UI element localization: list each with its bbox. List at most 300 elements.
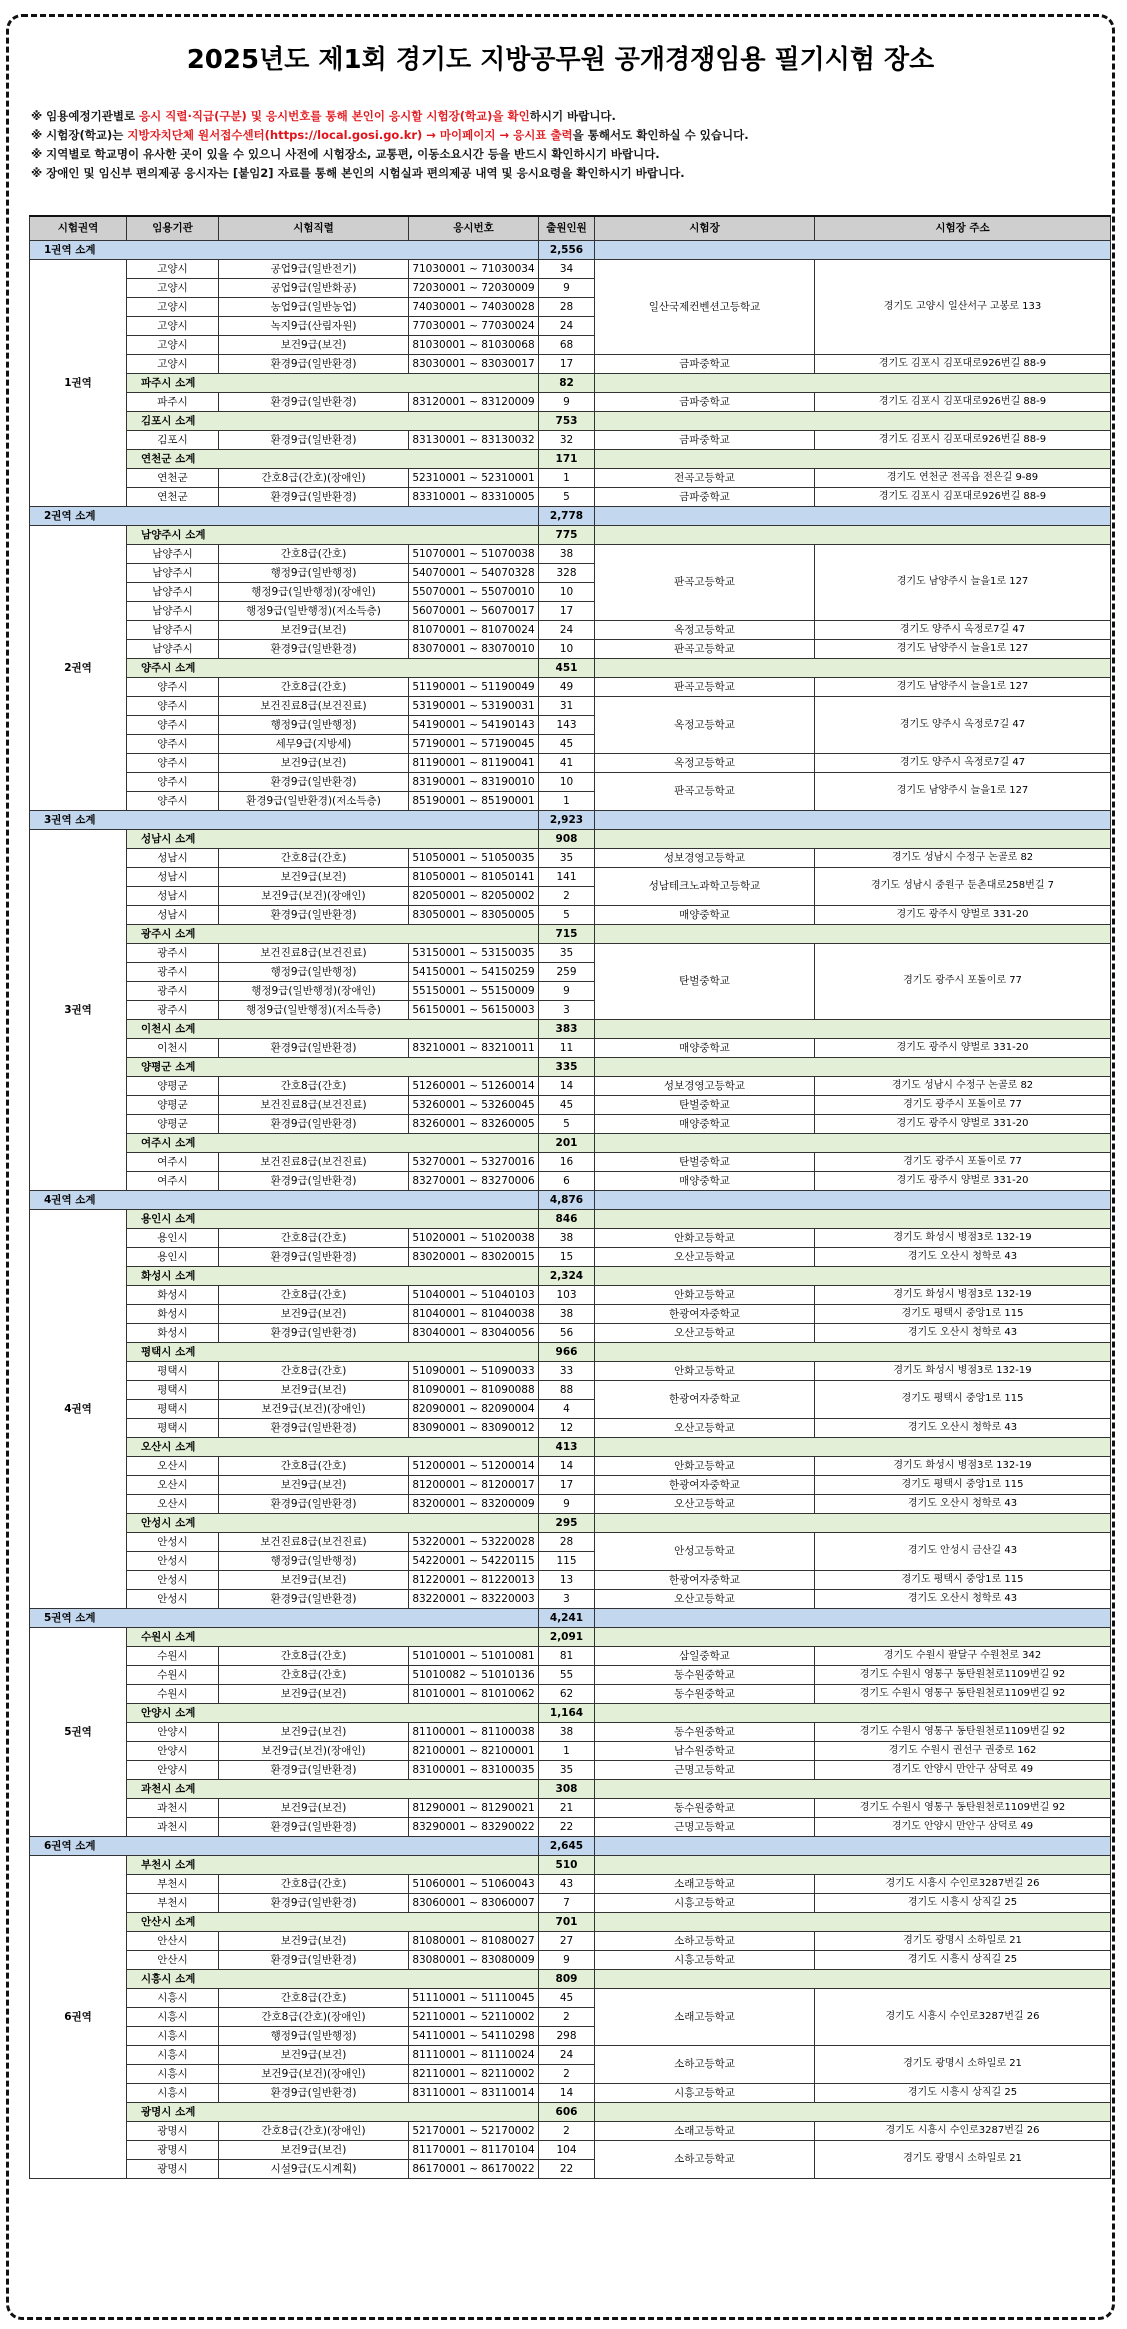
empty-cell	[595, 1342, 1111, 1361]
table-row	[30, 1798, 1111, 1817]
venue-cell: 전곡고등학교	[595, 468, 815, 487]
exam-series-cell: 간호8급(간호)(장애인)	[219, 2007, 409, 2026]
empty-cell	[595, 1855, 1111, 1874]
exam-series-cell: 간호8급(간호)	[219, 1874, 409, 1893]
exam-series-cell: 보건진료8급(보건진료)	[219, 1152, 409, 1171]
exam-number-cell: 52170001 ~ 52170002	[409, 2121, 539, 2140]
region-subtotal-row	[30, 1608, 1111, 1627]
agency-cell: 안성시	[127, 1532, 219, 1551]
region-label: 6권역	[30, 1855, 127, 2178]
table-row	[30, 1722, 1111, 1741]
table-row	[30, 905, 1111, 924]
header-agency: 임용기관	[127, 216, 219, 240]
exam-number-cell: 81100001 ~ 81100038	[409, 1722, 539, 1741]
city-subtotal-label: 안산시 소계	[127, 1912, 539, 1931]
exam-number-cell: 81170001 ~ 81170104	[409, 2140, 539, 2159]
city-subtotal-row	[30, 525, 1111, 544]
city-subtotal-label: 오산시 소계	[127, 1437, 539, 1456]
empty-cell	[595, 525, 1111, 544]
table-row	[30, 1418, 1111, 1437]
exam-number-cell: 51200001 ~ 51200014	[409, 1456, 539, 1475]
table-row	[30, 1760, 1111, 1779]
exam-series-cell: 행정9급(일반행정)(저소득층)	[219, 601, 409, 620]
city-subtotal-count: 2,091	[539, 1627, 595, 1646]
venue-address-cell: 경기도 오산시 청학로 43	[815, 1323, 1111, 1342]
venue-address-cell: 경기도 오산시 청학로 43	[815, 1494, 1111, 1513]
agency-cell: 양평군	[127, 1095, 219, 1114]
exam-series-cell: 환경9급(일반환경)	[219, 354, 409, 373]
venue-address-cell: 경기도 수원시 영통구 동탄원천로1109번길 92	[815, 1684, 1111, 1703]
city-subtotal-label: 용인시 소계	[127, 1209, 539, 1228]
city-subtotal-row	[30, 1437, 1111, 1456]
city-subtotal-label: 이천시 소계	[127, 1019, 539, 1038]
empty-cell	[595, 449, 1111, 468]
agency-cell: 고양시	[127, 278, 219, 297]
venue-cell: 시흥고등학교	[595, 2083, 815, 2102]
city-subtotal-label: 양평군 소계	[127, 1057, 539, 1076]
venue-address-cell: 경기도 김포시 김포대로926번길 88-9	[815, 354, 1111, 373]
applicants-cell: 38	[539, 1228, 595, 1247]
agency-cell: 수원시	[127, 1665, 219, 1684]
exam-series-cell: 보건9급(보건)(장애인)	[219, 886, 409, 905]
table-row	[30, 1247, 1111, 1266]
applicants-cell: 4	[539, 1399, 595, 1418]
agency-cell: 부천시	[127, 1874, 219, 1893]
region-label: 3권역	[30, 829, 127, 1190]
exam-series-cell: 보건9급(보건)	[219, 1570, 409, 1589]
agency-cell: 양주시	[127, 753, 219, 772]
venue-address-cell: 경기도 안양시 만안구 삼덕로 49	[815, 1760, 1111, 1779]
empty-cell	[595, 1608, 1111, 1627]
city-subtotal-row	[30, 1855, 1111, 1874]
venue-cell: 소하고등학교	[595, 1931, 815, 1950]
venue-address-cell: 경기도 성남시 수정구 논골로 82	[815, 848, 1111, 867]
table-row	[30, 1589, 1111, 1608]
venue-cell: 판곡고등학교	[595, 677, 815, 696]
exam-series-cell: 보건진료8급(보건진료)	[219, 696, 409, 715]
table-row	[30, 2083, 1111, 2102]
document-frame	[6, 14, 1115, 2320]
empty-cell	[595, 1190, 1111, 1209]
header-exam-number: 응시번호	[409, 216, 539, 240]
exam-series-cell: 행정9급(일반행정)	[219, 962, 409, 981]
empty-cell	[595, 1513, 1111, 1532]
exam-number-cell: 81200001 ~ 81200017	[409, 1475, 539, 1494]
exam-number-cell: 57190001 ~ 57190045	[409, 734, 539, 753]
applicants-cell: 259	[539, 962, 595, 981]
applicants-cell: 35	[539, 1760, 595, 1779]
city-subtotal-label: 시흥시 소계	[127, 1969, 539, 1988]
city-subtotal-label: 화성시 소계	[127, 1266, 539, 1285]
agency-cell: 남양주시	[127, 544, 219, 563]
city-subtotal-count: 413	[539, 1437, 595, 1456]
exam-number-cell: 54110001 ~ 54110298	[409, 2026, 539, 2045]
venue-cell: 매양중학교	[595, 905, 815, 924]
applicants-cell: 6	[539, 1171, 595, 1190]
city-subtotal-row	[30, 1912, 1111, 1931]
venue-cell: 소래고등학교	[595, 1988, 815, 2045]
venue-cell: 한광여자중학교	[595, 1304, 815, 1323]
agency-cell: 남양주시	[127, 601, 219, 620]
table-row	[30, 1570, 1111, 1589]
agency-cell: 수원시	[127, 1684, 219, 1703]
notice-text: 하시기 바랍니다.	[529, 109, 616, 123]
region-label: 1권역	[30, 259, 127, 506]
exam-series-cell: 보건9급(보건)	[219, 2140, 409, 2159]
exam-series-cell: 보건9급(보건)	[219, 1931, 409, 1950]
city-subtotal-count: 82	[539, 373, 595, 392]
exam-series-cell: 녹지9급(산림자원)	[219, 316, 409, 335]
notice-text: 을 통해서도 확인하실 수 있습니다.	[572, 128, 749, 142]
exam-series-cell: 간호8급(간호)(장애인)	[219, 2121, 409, 2140]
city-subtotal-label: 평택시 소계	[127, 1342, 539, 1361]
exam-series-cell: 보건9급(보건)	[219, 1684, 409, 1703]
table-row	[30, 1532, 1111, 1551]
table-row	[30, 544, 1111, 563]
exam-series-cell: 보건9급(보건)	[219, 1798, 409, 1817]
empty-cell	[595, 924, 1111, 943]
exam-number-cell: 82090001 ~ 82090004	[409, 1399, 539, 1418]
venue-cell: 옥정고등학교	[595, 696, 815, 753]
applicants-cell: 9	[539, 1950, 595, 1969]
venue-cell: 매양중학교	[595, 1114, 815, 1133]
agency-cell: 남양주시	[127, 582, 219, 601]
venue-address-cell: 경기도 광주시 포돌이로 77	[815, 1095, 1111, 1114]
applicants-cell: 1	[539, 791, 595, 810]
agency-cell: 남양주시	[127, 639, 219, 658]
exam-series-cell: 보건9급(보건)	[219, 1722, 409, 1741]
exam-series-cell: 간호8급(간호)	[219, 1076, 409, 1095]
table-row	[30, 1950, 1111, 1969]
agency-cell: 광주시	[127, 1000, 219, 1019]
notice-highlight: 지방자치단체 원서접수센터(https://local.gosi.go.kr) → 마이페이지 → 응시표 출력	[127, 128, 573, 142]
venue-cell: 시흥고등학교	[595, 1893, 815, 1912]
applicants-cell: 9	[539, 981, 595, 1000]
exam-number-cell: 81220001 ~ 81220013	[409, 1570, 539, 1589]
city-subtotal-label: 성남시 소계	[127, 829, 539, 848]
exam-number-cell: 54150001 ~ 54150259	[409, 962, 539, 981]
venue-cell: 동수원중학교	[595, 1684, 815, 1703]
exam-number-cell: 52110001 ~ 52110002	[409, 2007, 539, 2026]
exam-number-cell: 51060001 ~ 51060043	[409, 1874, 539, 1893]
exam-series-cell: 농업9급(일반농업)	[219, 297, 409, 316]
venue-address-cell: 경기도 평택시 중앙1로 115	[815, 1304, 1111, 1323]
header-applicants: 출원인원	[539, 216, 595, 240]
city-subtotal-label: 여주시 소계	[127, 1133, 539, 1152]
venue-cell: 안화고등학교	[595, 1228, 815, 1247]
applicants-cell: 1	[539, 468, 595, 487]
exam-number-cell: 51020001 ~ 51020038	[409, 1228, 539, 1247]
venue-cell: 성남테크노과학고등학교	[595, 867, 815, 905]
exam-series-cell: 간호8급(간호)	[219, 677, 409, 696]
exam-number-cell: 51010082 ~ 51010136	[409, 1665, 539, 1684]
venue-cell: 매양중학교	[595, 1038, 815, 1057]
venue-cell: 탄벌중학교	[595, 1095, 815, 1114]
agency-cell: 과천시	[127, 1817, 219, 1836]
exam-series-cell: 환경9급(일반환경)	[219, 1589, 409, 1608]
venue-address-cell: 경기도 남양주시 늘을1로 127	[815, 639, 1111, 658]
region-label: 5권역	[30, 1627, 127, 1836]
exam-series-cell: 환경9급(일반환경)	[219, 639, 409, 658]
venue-cell: 근명고등학교	[595, 1817, 815, 1836]
applicants-cell: 3	[539, 1000, 595, 1019]
exam-series-cell: 환경9급(일반환경)	[219, 1247, 409, 1266]
exam-series-cell: 행정9급(일반행정)(장애인)	[219, 582, 409, 601]
applicants-cell: 143	[539, 715, 595, 734]
venue-address-cell: 경기도 시흥시 상직길 25	[815, 1893, 1111, 1912]
applicants-cell: 13	[539, 1570, 595, 1589]
agency-cell: 용인시	[127, 1228, 219, 1247]
empty-cell	[595, 658, 1111, 677]
exam-number-cell: 81110001 ~ 81110024	[409, 2045, 539, 2064]
region-subtotal-row	[30, 1190, 1111, 1209]
exam-series-cell: 간호8급(간호)	[219, 1285, 409, 1304]
agency-cell: 성남시	[127, 867, 219, 886]
exam-number-cell: 51050001 ~ 51050035	[409, 848, 539, 867]
exam-series-cell: 보건9급(보건)	[219, 335, 409, 354]
city-subtotal-count: 451	[539, 658, 595, 677]
city-subtotal-label: 남양주시 소계	[127, 525, 539, 544]
agency-cell: 고양시	[127, 354, 219, 373]
table-row	[30, 1665, 1111, 1684]
exam-number-cell: 51110001 ~ 51110045	[409, 1988, 539, 2007]
venue-address-cell: 경기도 광주시 양벌로 331-20	[815, 905, 1111, 924]
city-subtotal-count: 715	[539, 924, 595, 943]
region-subtotal-label: 6권역 소계	[30, 1836, 539, 1855]
empty-cell	[595, 810, 1111, 829]
exam-series-cell: 간호8급(간호)	[219, 544, 409, 563]
venue-address-cell: 경기도 시흥시 수인로3287번길 26	[815, 2121, 1111, 2140]
table-header-row	[30, 216, 1111, 240]
agency-cell: 시흥시	[127, 2026, 219, 2045]
agency-cell: 파주시	[127, 392, 219, 411]
table-row	[30, 468, 1111, 487]
agency-cell: 화성시	[127, 1285, 219, 1304]
exam-series-cell: 시설9급(도시계획)	[219, 2159, 409, 2178]
exam-number-cell: 74030001 ~ 74030028	[409, 297, 539, 316]
region-label: 2권역	[30, 525, 127, 810]
notice-list	[31, 107, 1101, 183]
table-row	[30, 2121, 1111, 2140]
table-row	[30, 677, 1111, 696]
venue-cell: 한광여자중학교	[595, 1475, 815, 1494]
exam-number-cell: 82050001 ~ 82050002	[409, 886, 539, 905]
city-subtotal-row	[30, 658, 1111, 677]
venue-cell: 시흥고등학교	[595, 1950, 815, 1969]
exam-number-cell: 51090001 ~ 51090033	[409, 1361, 539, 1380]
agency-cell: 안산시	[127, 1931, 219, 1950]
agency-cell: 안양시	[127, 1760, 219, 1779]
empty-cell	[595, 829, 1111, 848]
table-row	[30, 1931, 1111, 1950]
exam-number-cell: 71030001 ~ 71030034	[409, 259, 539, 278]
exam-number-cell: 83130001 ~ 83130032	[409, 430, 539, 449]
venue-address-cell: 경기도 광명시 소하일로 21	[815, 2140, 1111, 2178]
exam-series-cell: 보건9급(보건)(장애인)	[219, 2064, 409, 2083]
table-row	[30, 1684, 1111, 1703]
city-subtotal-count: 908	[539, 829, 595, 848]
agency-cell: 화성시	[127, 1304, 219, 1323]
venue-address-cell: 경기도 광명시 소하일로 21	[815, 1931, 1111, 1950]
city-subtotal-row	[30, 1627, 1111, 1646]
venue-cell: 동수원중학교	[595, 1665, 815, 1684]
table-row	[30, 848, 1111, 867]
applicants-cell: 2	[539, 2121, 595, 2140]
exam-series-cell: 환경9급(일반환경)	[219, 430, 409, 449]
exam-series-cell: 환경9급(일반환경)	[219, 1171, 409, 1190]
exam-number-cell: 51190001 ~ 51190049	[409, 677, 539, 696]
exam-number-cell: 51040001 ~ 51040103	[409, 1285, 539, 1304]
exam-series-cell: 보건9급(보건)	[219, 2045, 409, 2064]
city-subtotal-row	[30, 2102, 1111, 2121]
table-row	[30, 1817, 1111, 1836]
venue-address-cell: 경기도 김포시 김포대로926번길 88-9	[815, 430, 1111, 449]
exam-series-cell: 행정9급(일반행정)(저소득층)	[219, 1000, 409, 1019]
exam-series-cell: 환경9급(일반환경)(저소득층)	[219, 791, 409, 810]
city-subtotal-label: 수원시 소계	[127, 1627, 539, 1646]
venue-address-cell: 경기도 평택시 중앙1로 115	[815, 1475, 1111, 1494]
exam-number-cell: 83080001 ~ 83080009	[409, 1950, 539, 1969]
exam-series-cell: 환경9급(일반환경)	[219, 1817, 409, 1836]
exam-number-cell: 51070001 ~ 51070038	[409, 544, 539, 563]
venue-address-cell: 경기도 성남시 수정구 논골로 82	[815, 1076, 1111, 1095]
exam-number-cell: 55150001 ~ 55150009	[409, 981, 539, 1000]
exam-number-cell: 86170001 ~ 86170022	[409, 2159, 539, 2178]
exam-number-cell: 82110001 ~ 82110002	[409, 2064, 539, 2083]
venue-address-cell: 경기도 성남시 중원구 둔촌대로258번길 7	[815, 867, 1111, 905]
venue-address-cell: 경기도 평택시 중앙1로 115	[815, 1570, 1111, 1589]
venue-address-cell: 경기도 수원시 영통구 동탄원천로1109번길 92	[815, 1665, 1111, 1684]
exam-series-cell: 보건9급(보건)(장애인)	[219, 1399, 409, 1418]
empty-cell	[595, 1209, 1111, 1228]
table-row	[30, 1095, 1111, 1114]
applicants-cell: 32	[539, 430, 595, 449]
agency-cell: 용인시	[127, 1247, 219, 1266]
venue-cell: 매양중학교	[595, 1171, 815, 1190]
applicants-cell: 28	[539, 297, 595, 316]
table-row	[30, 1646, 1111, 1665]
venue-address-cell: 경기도 수원시 권선구 권중로 162	[815, 1741, 1111, 1760]
agency-cell: 시흥시	[127, 1988, 219, 2007]
agency-cell: 광명시	[127, 2159, 219, 2178]
agency-cell: 고양시	[127, 335, 219, 354]
empty-cell	[595, 1969, 1111, 1988]
agency-cell: 남양주시	[127, 563, 219, 582]
city-subtotal-row	[30, 1703, 1111, 1722]
table-row	[30, 1988, 1111, 2007]
applicants-cell: 10	[539, 639, 595, 658]
empty-cell	[595, 1057, 1111, 1076]
agency-cell: 안양시	[127, 1722, 219, 1741]
venue-cell: 한광여자중학교	[595, 1570, 815, 1589]
venue-cell: 소래고등학교	[595, 1874, 815, 1893]
applicants-cell: 3	[539, 1589, 595, 1608]
agency-cell: 양평군	[127, 1114, 219, 1133]
table-row	[30, 1494, 1111, 1513]
agency-cell: 성남시	[127, 905, 219, 924]
exam-series-cell: 공업9급(일반화공)	[219, 278, 409, 297]
region-subtotal-label: 4권역 소계	[30, 1190, 539, 1209]
city-subtotal-label: 부천시 소계	[127, 1855, 539, 1874]
exam-number-cell: 53270001 ~ 53270016	[409, 1152, 539, 1171]
applicants-cell: 2	[539, 2064, 595, 2083]
exam-series-cell: 행정9급(일반행정)	[219, 1551, 409, 1570]
exam-series-cell: 보건9급(보건)	[219, 753, 409, 772]
venue-cell: 오산고등학교	[595, 1589, 815, 1608]
exam-series-cell: 간호8급(간호)	[219, 1646, 409, 1665]
exam-number-cell: 81070001 ~ 81070024	[409, 620, 539, 639]
venue-cell: 오산고등학교	[595, 1247, 815, 1266]
empty-cell	[595, 1437, 1111, 1456]
exam-series-cell: 보건진료8급(보건진료)	[219, 1532, 409, 1551]
agency-cell: 평택시	[127, 1399, 219, 1418]
venue-address-cell: 경기도 안양시 만안구 삼덕로 49	[815, 1817, 1111, 1836]
notice-text: ※ 지역별로 학교명이 유사한 곳이 있을 수 있으니 사전에 시험장소, 교통편, 이동소요시간 등을 반드시 확인하시기 바랍니다.	[31, 147, 660, 161]
exam-number-cell: 81030001 ~ 81030068	[409, 335, 539, 354]
venue-address-cell: 경기도 양주시 옥정로7길 47	[815, 696, 1111, 753]
city-subtotal-count: 383	[539, 1019, 595, 1038]
venue-cell: 한광여자중학교	[595, 1380, 815, 1418]
applicants-cell: 2	[539, 2007, 595, 2026]
notice-text: ※ 시험장(학교)는	[31, 128, 128, 142]
city-subtotal-count: 846	[539, 1209, 595, 1228]
applicants-cell: 35	[539, 943, 595, 962]
exam-series-cell: 보건진료8급(보건진료)	[219, 943, 409, 962]
venue-cell: 성보경영고등학교	[595, 1076, 815, 1095]
exam-series-cell: 보건9급(보건)	[219, 867, 409, 886]
city-subtotal-label: 과천시 소계	[127, 1779, 539, 1798]
agency-cell: 안성시	[127, 1551, 219, 1570]
region-subtotal-row	[30, 1836, 1111, 1855]
exam-series-cell: 행정9급(일반행정)	[219, 563, 409, 582]
agency-cell: 여주시	[127, 1171, 219, 1190]
venue-cell: 탄벌중학교	[595, 1152, 815, 1171]
city-subtotal-label: 연천군 소계	[127, 449, 539, 468]
venue-cell: 금파중학교	[595, 430, 815, 449]
table-row	[30, 1741, 1111, 1760]
venue-address-cell: 경기도 광명시 소하일로 21	[815, 2045, 1111, 2083]
table-row	[30, 2140, 1111, 2159]
exam-number-cell: 83210001 ~ 83210011	[409, 1038, 539, 1057]
region-subtotal-count: 2,645	[539, 1836, 595, 1855]
city-subtotal-count: 701	[539, 1912, 595, 1931]
exam-number-cell: 55070001 ~ 55070010	[409, 582, 539, 601]
agency-cell: 남양주시	[127, 620, 219, 639]
agency-cell: 시흥시	[127, 2045, 219, 2064]
venue-address-cell: 경기도 광주시 양벌로 331-20	[815, 1038, 1111, 1057]
venue-address-cell: 경기도 수원시 영통구 동탄원천로1109번길 92	[815, 1722, 1111, 1741]
applicants-cell: 14	[539, 1456, 595, 1475]
applicants-cell: 5	[539, 487, 595, 506]
city-subtotal-row	[30, 1209, 1111, 1228]
exam-series-cell: 환경9급(일반환경)	[219, 487, 409, 506]
applicants-cell: 27	[539, 1931, 595, 1950]
applicants-cell: 43	[539, 1874, 595, 1893]
city-subtotal-count: 2,324	[539, 1266, 595, 1285]
exam-series-cell: 보건9급(보건)	[219, 620, 409, 639]
header-region: 시험권역	[30, 216, 127, 240]
empty-cell	[595, 506, 1111, 525]
region-subtotal-row	[30, 240, 1111, 259]
exam-series-cell: 환경9급(일반환경)	[219, 905, 409, 924]
table-row	[30, 1152, 1111, 1171]
applicants-cell: 24	[539, 2045, 595, 2064]
venue-address-cell: 경기도 화성시 병점3로 132-19	[815, 1285, 1111, 1304]
agency-cell: 광명시	[127, 2121, 219, 2140]
exam-number-cell: 83120001 ~ 83120009	[409, 392, 539, 411]
venue-cell: 판곡고등학교	[595, 639, 815, 658]
exam-number-cell: 56070001 ~ 56070017	[409, 601, 539, 620]
